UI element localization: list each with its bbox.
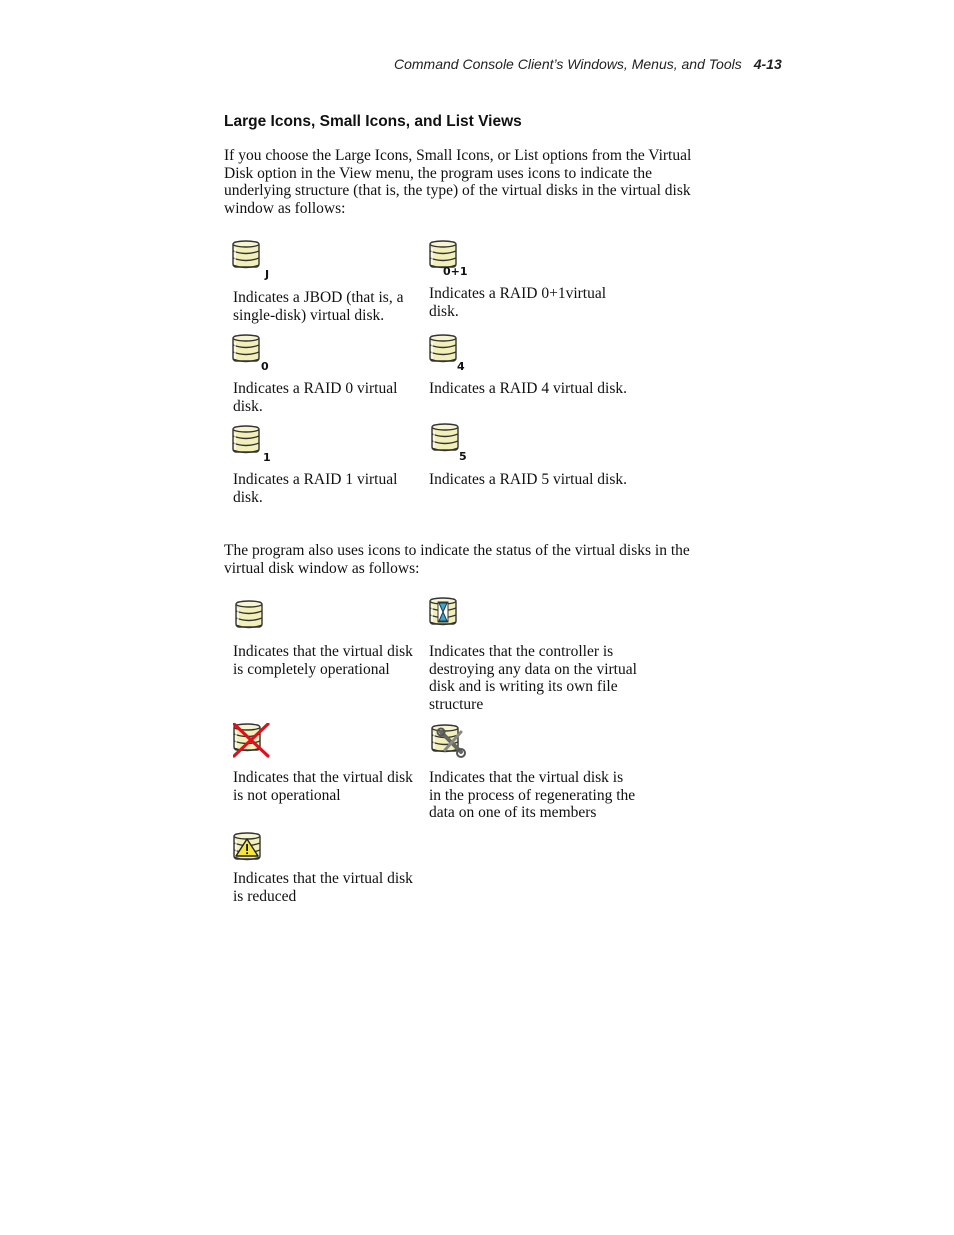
caption-raid1: Indicates a RAID 1 virtual disk. [233,471,398,506]
caption-reduced: Indicates that the virtual disk is reduced [233,870,413,905]
raid4-disk-icon [429,334,473,374]
raid5-disk-icon [431,423,475,463]
section-heading: Large Icons, Small Icons, and List Views [224,113,522,130]
badge-4: 4 [457,360,465,373]
caption-operational: Indicates that the virtual disk is completely operational [233,643,413,678]
raid1-disk-icon [232,425,276,465]
hourglass-disk-icon [429,597,473,637]
badge-0: 0 [261,360,269,373]
status-intro-paragraph: The program also uses icons to indicate the status of the virtual disks in the virtual disk window as follows: [224,542,690,577]
caption-jbod: Indicates a JBOD (that is, a single-disk) virtual disk. [233,289,404,324]
running-header [394,56,782,72]
not-operational-disk-icon [233,723,277,763]
caption-raid5: Indicates a RAID 5 virtual disk. [429,471,628,488]
raid0-disk-icon [232,334,276,374]
badge-1: 1 [263,451,271,464]
operational-disk-icon [235,600,279,640]
caption-not-operational: Indicates that the virtual disk is not operational [233,769,413,804]
caption-raid4: Indicates a RAID 4 virtual disk. [429,380,628,397]
badge-0plus1: 0+1 [443,265,468,278]
badge-5: 5 [459,450,467,463]
caption-hourglass: Indicates that the controller is destroying any data on the virtual disk and is writing its own file structure [429,643,637,713]
intro-paragraph: If you choose the Large Icons, Small Icons, or List options from the Virtual Disk option in the View menu, the program uses icons to indicate the underlying structure (that is, the type) of the virtual disks in the virtual disk window as follows: [224,147,692,217]
caption-raid01: Indicates a RAID 0+1virtual disk. [429,285,607,320]
badge-j: J [265,268,270,280]
page-number: 4-13 [753,56,782,72]
caption-regenerating: Indicates that the virtual disk is in the process of regenerating the data on one of its members [429,769,636,821]
jbod-disk-icon [232,240,276,280]
caption-raid0: Indicates a RAID 0 virtual disk. [233,380,398,415]
header-title: Command Console Client’s Windows, Menus, and Tools [394,56,742,72]
reduced-disk-icon [233,832,277,872]
regenerating-disk-icon [431,724,475,764]
raid01-disk-icon [429,240,473,280]
